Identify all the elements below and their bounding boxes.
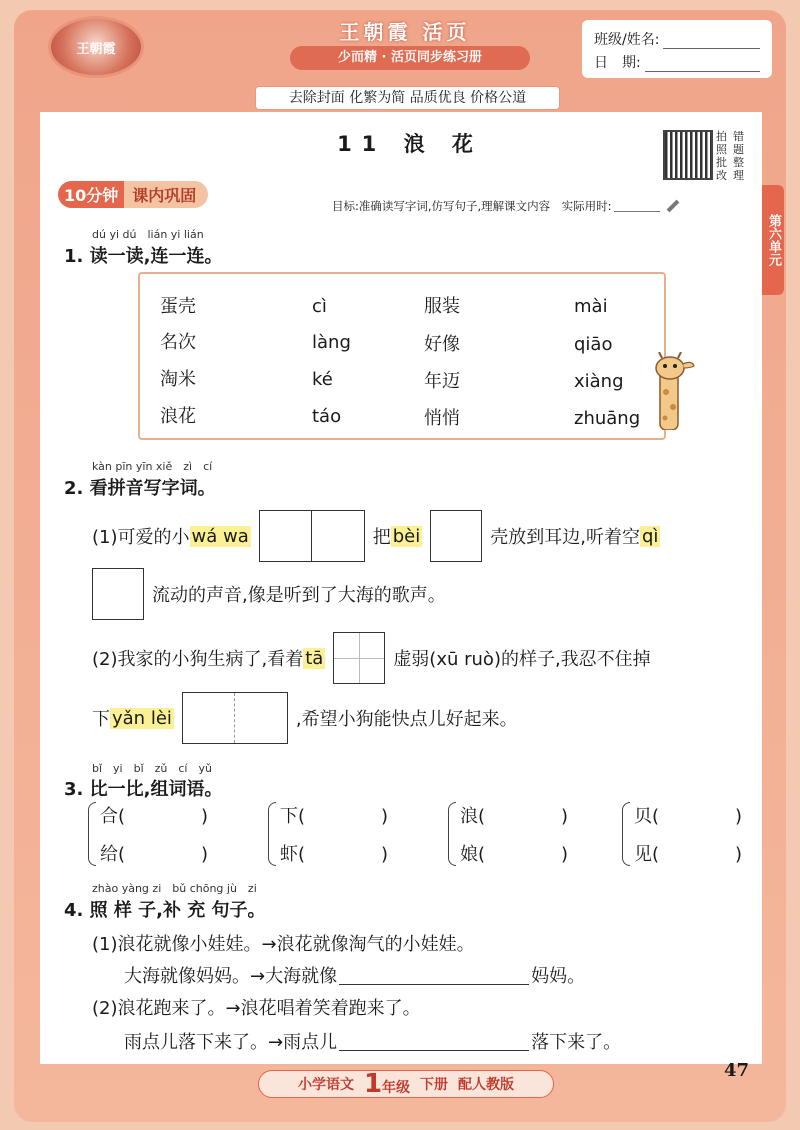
q2-pinyin: kàn pīn yīn xiě zì cí bbox=[92, 460, 213, 473]
class-name-label: 班级/姓名: bbox=[594, 32, 660, 48]
qr-label: 批 bbox=[716, 156, 727, 169]
match-word[interactable]: 浪花 bbox=[160, 406, 196, 427]
match-word[interactable]: 年迈 bbox=[424, 371, 460, 392]
class-name-field[interactable] bbox=[663, 35, 760, 49]
section-name: 课内巩固 bbox=[124, 181, 208, 208]
compare-group: 浪( ) 娘( ) bbox=[448, 802, 608, 866]
qr-labels bbox=[716, 130, 750, 182]
answer-box[interactable] bbox=[333, 632, 385, 684]
section-badge bbox=[58, 178, 258, 210]
qr-label: 改 bbox=[716, 169, 727, 182]
match-pinyin[interactable]: táo bbox=[312, 406, 342, 427]
answer-line[interactable] bbox=[339, 1031, 529, 1051]
lesson-title: 11 浪 花 bbox=[337, 132, 483, 156]
q4-pinyin: zhào yàng zi bǔ chōng jù zi bbox=[92, 882, 257, 895]
q3-pinyin: bǐ yi bǐ zǔ cí yǔ bbox=[92, 762, 212, 775]
match-pinyin[interactable]: qiāo bbox=[574, 334, 613, 355]
qr-label: 题 bbox=[733, 143, 744, 156]
q1-heading: 1. 读一读,连一连。 bbox=[64, 246, 223, 267]
brace bbox=[448, 802, 456, 866]
qr-code-icon[interactable] bbox=[663, 130, 713, 180]
q4-task-1: 大海就像妈妈。→大海就像 妈妈。 bbox=[124, 966, 586, 987]
q2-heading: 2. 看拼音写字词。 bbox=[64, 478, 216, 499]
answer-box[interactable] bbox=[182, 692, 288, 744]
q4-heading: 4. 照 样 子,补 充 句子。 bbox=[64, 900, 266, 921]
footer-grade-suffix: 年级 bbox=[382, 1080, 411, 1096]
time-used-field[interactable] bbox=[614, 200, 660, 212]
q4-example-2: (2)浪花跑来了。→浪花唱着笑着跑来了。 bbox=[92, 998, 421, 1019]
pinyin-prompt: bèi bbox=[392, 525, 421, 547]
pinyin-prompt: qì bbox=[641, 525, 659, 547]
brace bbox=[88, 802, 96, 866]
q2-sentence-2-cont: 下 yǎn lèi ,希望小狗能快点儿好起来。 bbox=[92, 692, 518, 744]
pinyin-prompt: wá wa bbox=[191, 525, 249, 547]
match-pinyin[interactable]: zhuāng bbox=[574, 408, 641, 429]
q4-example-1: (1)浪花就像小娃娃。→浪花就像淘气的小娃娃。 bbox=[92, 934, 475, 955]
answer-box[interactable] bbox=[259, 510, 365, 562]
section-time-badge: 10分钟 bbox=[58, 181, 124, 208]
page-number: 47 bbox=[724, 1060, 750, 1081]
pinyin-prompt: yǎn lèi bbox=[112, 707, 172, 729]
match-word[interactable]: 好像 bbox=[424, 334, 460, 355]
date-field[interactable] bbox=[645, 58, 760, 72]
match-pinyin[interactable]: cì bbox=[312, 296, 327, 317]
goal-text: 目标:准确读写字词,仿写句子,理解课文内容 实际用时: bbox=[332, 199, 612, 213]
compare-group: 合( ) 给( ) bbox=[88, 802, 248, 866]
match-pinyin[interactable]: làng bbox=[312, 332, 351, 353]
match-pinyin[interactable]: mài bbox=[574, 296, 608, 317]
compare-group: 下( ) 虾( ) bbox=[268, 802, 428, 866]
brand-logo: 王朝霞 bbox=[48, 16, 144, 78]
answer-box[interactable] bbox=[92, 568, 144, 620]
answer-box[interactable] bbox=[430, 510, 482, 562]
footer-grade-num: 1 bbox=[363, 1069, 383, 1099]
giraffe-icon bbox=[650, 352, 696, 430]
match-word[interactable]: 淘米 bbox=[160, 369, 196, 390]
q2-sentence-1-cont: 流动的声音,像是听到了大海的歌声。 bbox=[92, 568, 446, 620]
brand-subtitle: 少而精 · 活页同步练习册 bbox=[290, 46, 530, 70]
match-pinyin[interactable]: xiàng bbox=[574, 371, 624, 392]
brace bbox=[268, 802, 276, 866]
slogan-banner: 去除封面 化繁为简 品质优良 价格公道 bbox=[255, 86, 560, 110]
qr-label: 拍 bbox=[716, 130, 727, 143]
match-pinyin[interactable]: ké bbox=[312, 369, 333, 390]
footer-term: 下册 bbox=[420, 1077, 449, 1093]
match-word[interactable]: 蛋壳 bbox=[160, 296, 196, 317]
compare-group: 贝( ) 见( ) bbox=[622, 802, 782, 866]
match-word[interactable]: 悄悄 bbox=[424, 408, 460, 429]
qr-label: 错 bbox=[733, 130, 744, 143]
answer-line[interactable] bbox=[339, 965, 529, 985]
brand-title: 王朝霞 活页 bbox=[339, 20, 471, 44]
qr-label: 整 bbox=[733, 156, 744, 169]
unit-side-tab: 第六单元 bbox=[762, 185, 784, 295]
match-word[interactable]: 服装 bbox=[424, 296, 460, 317]
student-info-box bbox=[582, 20, 772, 78]
q4-task-2: 雨点儿落下来了。→雨点儿 落下来了。 bbox=[124, 1032, 622, 1053]
q3-heading: 3. 比一比,组词语。 bbox=[64, 779, 223, 800]
pencil-icon bbox=[666, 200, 679, 213]
section-goal bbox=[332, 196, 752, 216]
q2-sentence-2: (2)我家的小狗生病了,看着 tā 虚弱(xū ruò)的样子,我忍不住掉 bbox=[92, 632, 651, 684]
qr-label: 照 bbox=[716, 143, 727, 156]
match-word[interactable]: 名次 bbox=[160, 332, 196, 353]
q2-sentence-1: (1)可爱的小 wá wa 把 bèi 壳放到耳边,听着空 qì bbox=[92, 510, 660, 562]
brace bbox=[622, 802, 630, 866]
footer-bar bbox=[258, 1070, 554, 1098]
pinyin-prompt: tā bbox=[305, 647, 324, 669]
qr-label: 理 bbox=[733, 169, 744, 182]
footer-subject: 小学语文 bbox=[297, 1077, 354, 1093]
date-label: 日 期: bbox=[594, 55, 641, 71]
q1-pinyin: dú yi dú lián yi lián bbox=[92, 228, 204, 241]
footer-edition: 配人教版 bbox=[458, 1077, 515, 1093]
